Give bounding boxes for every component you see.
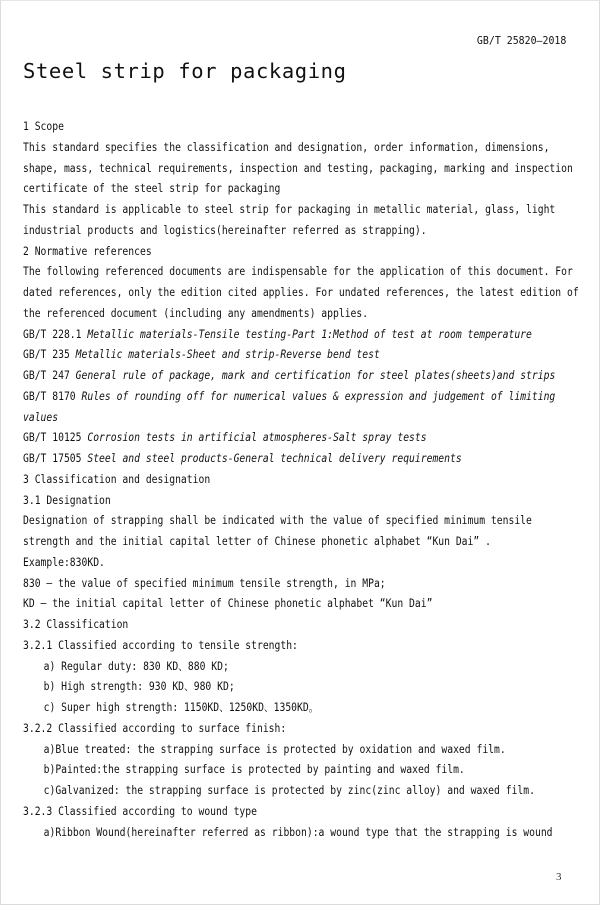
reference-code: GB/T 17505 — [23, 452, 82, 465]
paragraph-line: This standard specifies the classification and designation, order information, dimensions, — [23, 140, 550, 154]
clause-heading-surface: 3.2.2 Classified according to surface finish: — [23, 721, 287, 735]
list-item: b) High strength: 930 KD、980 KD; — [43, 680, 235, 694]
definition-line: KD — the initial capital letter of Chinese phonetic alphabet “Kun Dai” — [23, 597, 433, 611]
reference-item — [23, 325, 582, 346]
document-body — [23, 117, 583, 843]
reference-title: Metallic materials-Sheet and strip-Reverse bend test — [75, 348, 380, 362]
reference-title: General rule of package, mark and certification for steel plates(sheets)and strips — [75, 369, 556, 382]
paragraph-line: industrial products and logistics(hereinafter referred as strapping). — [23, 223, 427, 237]
reference-item — [23, 345, 582, 366]
reference-item — [23, 428, 582, 449]
reference-code: GB/T 228.1 — [23, 327, 82, 341]
section-heading-scope: 1 Scope — [23, 120, 64, 133]
reference-item — [23, 387, 582, 408]
reference-code: GB/T 235 — [23, 348, 70, 362]
paragraph-line: The following referenced documents are indispensable for the application of this document. For — [23, 265, 573, 279]
clause-heading-wound: 3.2.3 Classified according to wound type — [23, 804, 257, 818]
reference-title-continued: values — [23, 410, 59, 424]
section-heading-classification: 3 Classification and designation — [23, 472, 211, 486]
subsection-heading-designation: 3.1 Designation — [23, 493, 111, 507]
reference-item — [23, 449, 582, 470]
reference-code: GB/T 247 — [23, 369, 70, 382]
paragraph-line: This standard is applicable to steel strip for packaging in metallic material, glass, light — [23, 203, 556, 216]
list-item: c)Galvanized: the strapping surface is protected by zinc(zinc alloy) and waxed film. — [43, 784, 535, 797]
list-item: a)Blue treated: the strapping surface is protected by oxidation and waxed film. — [43, 742, 506, 756]
reference-code: GB/T 8170 — [23, 389, 76, 403]
paragraph-line: dated references, only the edition cited applies. For undated references, the latest edition of — [23, 286, 579, 299]
reference-title: Corrosion tests in artificial atmospheres-Salt spray tests — [87, 431, 427, 445]
reference-title: Metallic materials-Tensile testing-Part 1:Method of test at room temperature — [87, 327, 532, 341]
reference-title: Steel and steel products-General technical delivery requirements — [87, 452, 462, 465]
reference-item — [23, 366, 582, 387]
page-number: 3 — [556, 871, 562, 883]
list-item: a) Regular duty: 830 KD、880 KD; — [43, 659, 229, 673]
paragraph-line: the referenced document (including any amendments) applies. — [23, 306, 369, 320]
clause-heading-tensile: 3.2.1 Classified according to tensile strength: — [23, 638, 298, 652]
reference-code: GB/T 10125 — [23, 431, 82, 445]
paragraph-line: Designation of strapping shall be indicated with the value of specified minimum tensile — [23, 514, 532, 528]
subsection-heading-classification: 3.2 Classification — [23, 618, 129, 631]
example-line: Example:830KD. — [23, 555, 105, 569]
reference-title: Rules of rounding off for numerical values & expression and judgement of limiting — [81, 389, 556, 403]
paragraph-line: shape, mass, technical requirements, inspection and testing, packaging, marking and inspection — [23, 161, 573, 175]
paragraph-line: strength and the initial capital letter of Chinese phonetic alphabet “Kun Dai” . — [23, 535, 491, 548]
paragraph-line: certificate of the steel strip for packaging — [23, 182, 281, 196]
list-item: b)Painted:the strapping surface is protected by painting and waxed film. — [43, 763, 465, 777]
definition-line: 830 — the value of specified minimum tensile strength, in MPa; — [23, 576, 386, 590]
document-title: Steel strip for packaging — [23, 59, 347, 83]
list-item: a)Ribbon Wound(hereinafter referred as ribbon):a wound type that the strapping is wound — [43, 825, 553, 839]
section-heading-normative: 2 Normative references — [23, 244, 152, 258]
standard-code: GB/T 25820—2018 — [476, 34, 566, 47]
list-item: c) Super high strength: 1150KD、1250KD、1350KD。 — [43, 701, 319, 714]
